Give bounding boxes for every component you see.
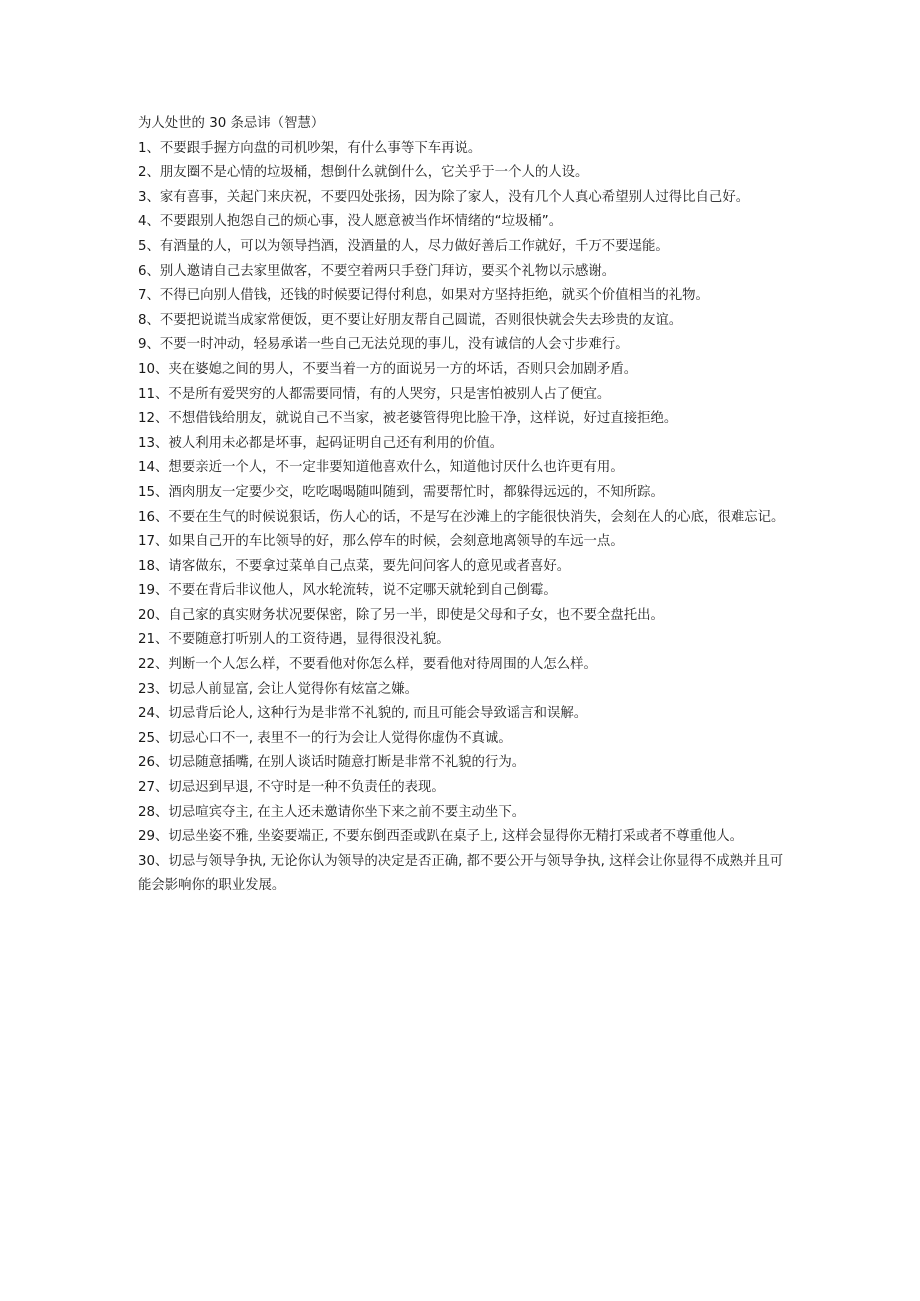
list-item: 3、家有喜事，关起门来庆祝，不要四处张扬，因为除了家人，没有几个人真心希望别人过得比自己好。: [138, 189, 750, 205]
list-item: 30、切忌与领导争执, 无论你认为领导的决定是否正确, 都不要公开与领导争执, 这样会让你显得不成熟并且可能会影响你的职业发展。: [138, 853, 784, 894]
list-item: 16、不要在生气的时候说狠话，伤人心的话，不是写在沙滩上的字能很快消失，会刻在人的心底，很难忘记。: [138, 509, 785, 525]
list-item: 12、不想借钱给朋友，就说自己不当家，被老婆管得兜比脸干净，这样说，好过直接拒绝。: [138, 411, 678, 427]
list-item: 27、切忌迟到早退, 不守时是一种不负责任的表现。: [138, 780, 445, 796]
list-item: 9、不要一时冲动，轻易承诺一些自己无法兑现的事儿，没有诚信的人会寸步难行。: [138, 337, 629, 353]
list-item: 20、自己家的真实财务状况要保密，除了另一半，即使是父母和子女，也不要全盘托出。: [138, 607, 664, 623]
list-item: 6、别人邀请自己去家里做客，不要空着两只手登门拜访，要买个礼物以示感谢。: [138, 263, 616, 279]
list-item: 22、判断一个人怎么样，不要看他对你怎么样，要看他对待周围的人怎么样。: [138, 657, 597, 673]
document-title: 为人处世的 30 条忌讳（智慧）: [138, 116, 325, 131]
list-item: 18、请客做东，不要拿过菜单自己点菜，要先问问客人的意见或者喜好。: [138, 558, 571, 574]
list-item: 29、切忌坐姿不雅, 坐姿要端正, 不要东倒西歪或趴在桌子上, 这样会显得你无精打采或者不尊重他人。: [138, 829, 743, 845]
list-item: 4、不要跟别人抱怨自己的烦心事，没人愿意被当作坏情绪的“垃圾桶”。: [138, 214, 563, 230]
list-item: 23、切忌人前显富, 会让人觉得你有炫富之嫌。: [138, 681, 418, 697]
list-item: 15、酒肉朋友一定要少交，吃吃喝喝随叫随到，需要帮忙时，都躲得远远的，不知所踪。: [138, 484, 664, 500]
list-item: 5、有酒量的人，可以为领导挡酒，没酒量的人，尽力做好善后工作就好，千万不要逞能。: [138, 238, 669, 254]
document-body: [138, 112, 788, 899]
list-item: 7、不得已向别人借钱，还钱的时候要记得付利息，如果对方坚持拒绝，就买个价值相当的礼物。: [138, 288, 709, 304]
list-item: 28、切忌喧宾夺主, 在主人还未邀请你坐下来之前不要主动坐下。: [138, 804, 526, 820]
list-item: 21、不要随意打听别人的工资待遇，显得很没礼貌。: [138, 632, 450, 648]
list-item: 25、切忌心口不一, 表里不一的行为会让人觉得你虚伪不真诚。: [138, 730, 512, 746]
list-item: 19、不要在背后非议他人，风水轮流转，说不定哪天就轮到自己倒霉。: [138, 583, 557, 599]
list-item: 10、夹在婆媳之间的男人，不要当着一方的面说另一方的坏话，否则只会加剧矛盾。: [138, 361, 638, 377]
list-item: 1、不要跟手握方向盘的司机吵架，有什么事等下车再说。: [138, 140, 482, 156]
list-item: 11、不是所有爱哭穷的人都需要同情，有的人哭穷，只是害怕被别人占了便宜。: [138, 386, 611, 402]
list-item: 2、朋友圈不是心情的垃圾桶，想倒什么就倒什么，它关乎于一个人的人设。: [138, 165, 589, 181]
list-item: 14、想要亲近一个人，不一定非要知道他喜欢什么，知道他讨厌什么也许更有用。: [138, 460, 624, 476]
list-item: 26、切忌随意插嘴, 在别人谈话时随意打断是非常不礼貌的行为。: [138, 755, 526, 771]
list-item: 13、被人利用未必都是坏事，起码证明自己还有利用的价值。: [138, 435, 504, 451]
list-item: 24、切忌背后论人, 这种行为是非常不礼貌的, 而且可能会导致谣言和误解。: [138, 706, 588, 722]
list-item: 8、不要把说谎当成家常便饭，更不要让好朋友帮自己圆谎，否则很快就会失去珍贵的友谊。: [138, 312, 683, 328]
list-item: 17、如果自己开的车比领导的好，那么停车的时候，会刻意地离领导的车远一点。: [138, 534, 624, 550]
